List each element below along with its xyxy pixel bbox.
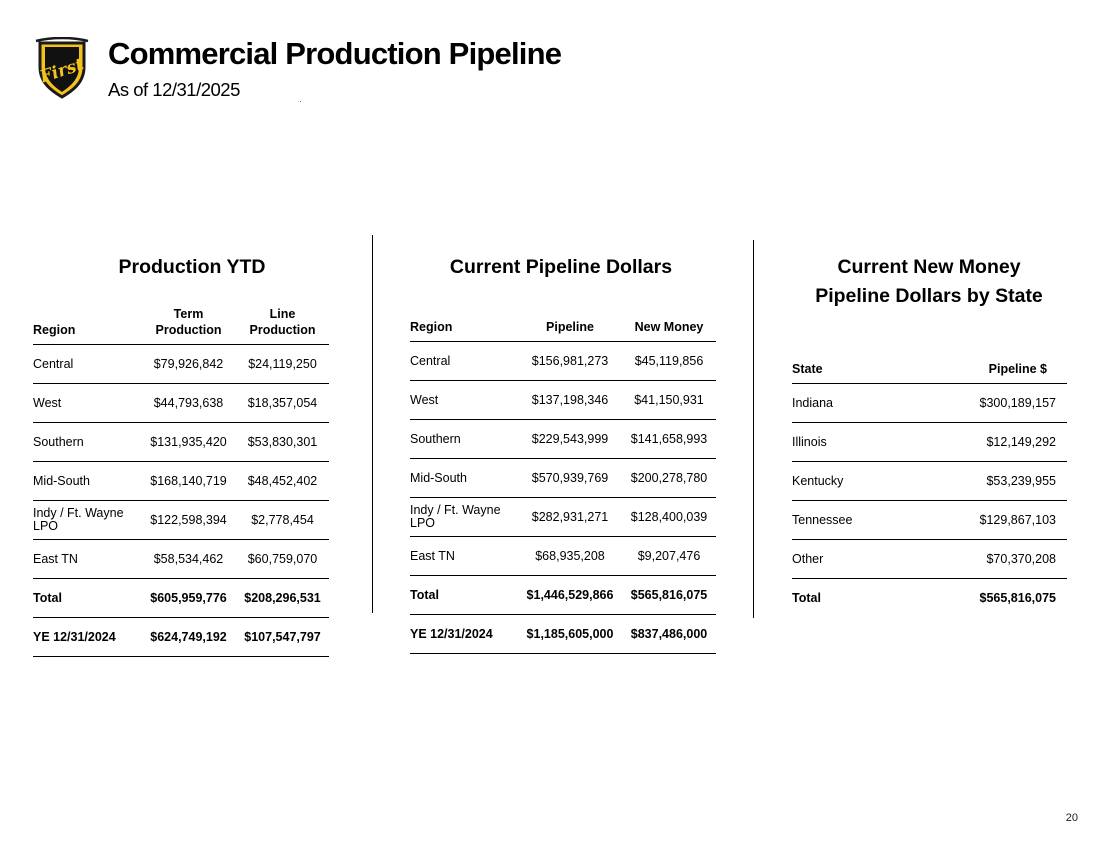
pipeline-cell: $137,198,346 bbox=[518, 381, 622, 420]
pipeline-cell: $282,931,271 bbox=[518, 498, 622, 537]
line-production-cell: $24,119,250 bbox=[236, 345, 329, 384]
region-cell: Mid-South bbox=[410, 459, 518, 498]
region-cell: Mid-South bbox=[33, 462, 141, 501]
state-cell: Illinois bbox=[792, 423, 932, 462]
table-row bbox=[33, 540, 329, 579]
line-production-cell: $48,452,402 bbox=[236, 462, 329, 501]
state-cell: Total bbox=[792, 579, 932, 618]
pipeline-cell: $1,185,605,000 bbox=[518, 615, 622, 654]
pipeline-amount-cell: $129,867,103 bbox=[932, 501, 1067, 540]
column-divider-1 bbox=[372, 235, 373, 613]
pipeline-cell: $570,939,769 bbox=[518, 459, 622, 498]
line-production-cell: $2,778,454 bbox=[236, 501, 329, 540]
table-row bbox=[33, 462, 329, 501]
pipeline-dollars-table bbox=[410, 319, 716, 654]
term-production-cell: $131,935,420 bbox=[141, 423, 236, 462]
column-header-new-money: New Money bbox=[634, 320, 704, 334]
new-money-cell: $41,150,931 bbox=[622, 381, 716, 420]
production-ytd-title: Production YTD bbox=[118, 256, 266, 278]
table-row bbox=[33, 423, 329, 462]
state-cell: Tennessee bbox=[792, 501, 932, 540]
column-header-region: Region bbox=[33, 323, 76, 337]
line-production-cell: $208,296,531 bbox=[236, 579, 329, 618]
pipeline-dollars-title: Current Pipeline Dollars bbox=[449, 256, 673, 278]
pipeline-amount-cell: $12,149,292 bbox=[932, 423, 1067, 462]
region-cell: West bbox=[410, 381, 518, 420]
new-money-cell: $9,207,476 bbox=[622, 537, 716, 576]
total-row bbox=[33, 579, 329, 618]
table-row bbox=[33, 501, 329, 540]
table-row bbox=[410, 498, 716, 537]
table-row bbox=[792, 384, 1067, 423]
table-row bbox=[410, 381, 716, 420]
decorative-dot bbox=[300, 101, 301, 102]
column-header-pipeline-amount: Pipeline $ bbox=[988, 362, 1047, 376]
term-production-cell: $605,959,776 bbox=[141, 579, 236, 618]
term-production-cell: $624,749,192 bbox=[141, 618, 236, 657]
region-cell: East TN bbox=[410, 537, 518, 576]
company-logo bbox=[34, 37, 90, 99]
table-row bbox=[792, 423, 1067, 462]
region-cell: Indy / Ft. Wayne LPO bbox=[33, 501, 141, 540]
pipeline-amount-cell: $300,189,157 bbox=[932, 384, 1067, 423]
pipeline-amount-cell: $70,370,208 bbox=[932, 540, 1067, 579]
term-production-cell: $79,926,842 bbox=[141, 345, 236, 384]
column-header-region: Region bbox=[410, 320, 453, 334]
region-cell: East TN bbox=[33, 540, 141, 579]
term-production-cell: $122,598,394 bbox=[141, 501, 236, 540]
column-header-line-production: Line Production bbox=[249, 307, 316, 337]
production-ytd-table bbox=[33, 306, 329, 657]
title-line-2: Pipeline Dollars by State bbox=[815, 285, 1043, 307]
table-row bbox=[33, 384, 329, 423]
region-cell: Total bbox=[410, 576, 518, 615]
line-production-cell: $60,759,070 bbox=[236, 540, 329, 579]
table-row bbox=[410, 342, 716, 381]
pipeline-amount-cell: $53,239,955 bbox=[932, 462, 1067, 501]
table-row bbox=[792, 540, 1067, 579]
table-row bbox=[33, 345, 329, 384]
table-row bbox=[410, 420, 716, 459]
page-number: 20 bbox=[1065, 812, 1078, 824]
table-row bbox=[792, 501, 1067, 540]
column-header-term-production: Term Production bbox=[155, 307, 222, 337]
new-money-cell: $200,278,780 bbox=[622, 459, 716, 498]
prior-year-row bbox=[33, 618, 329, 657]
new-money-cell: $837,486,000 bbox=[622, 615, 716, 654]
logo-text: First bbox=[37, 54, 87, 88]
term-production-cell: $44,793,638 bbox=[141, 384, 236, 423]
table-row bbox=[792, 462, 1067, 501]
prior-year-row bbox=[410, 615, 716, 654]
state-cell: Kentucky bbox=[792, 462, 932, 501]
new-money-by-state-title bbox=[780, 253, 1078, 311]
pipeline-cell: $1,446,529,866 bbox=[518, 576, 622, 615]
region-cell: West bbox=[33, 384, 141, 423]
pipeline-cell: $68,935,208 bbox=[518, 537, 622, 576]
line-production-cell: $107,547,797 bbox=[236, 618, 329, 657]
table-row bbox=[410, 459, 716, 498]
region-cell: Central bbox=[33, 345, 141, 384]
new-money-cell: $45,119,856 bbox=[622, 342, 716, 381]
title-line-1: Current New Money bbox=[837, 256, 1021, 278]
pipeline-cell: $229,543,999 bbox=[518, 420, 622, 459]
column-header-pipeline: Pipeline bbox=[546, 320, 594, 334]
term-production-cell: $58,534,462 bbox=[141, 540, 236, 579]
total-row bbox=[410, 576, 716, 615]
column-divider-2 bbox=[753, 240, 754, 618]
page-subtitle: As of 12/31/2025 bbox=[108, 79, 240, 100]
page-title: Commercial Production Pipeline bbox=[108, 36, 562, 71]
total-row bbox=[792, 579, 1067, 618]
term-production-cell: $168,140,719 bbox=[141, 462, 236, 501]
new-money-cell: $141,658,993 bbox=[622, 420, 716, 459]
state-cell: Indiana bbox=[792, 384, 932, 423]
state-cell: Other bbox=[792, 540, 932, 579]
region-cell: Total bbox=[33, 579, 141, 618]
region-cell: YE 12/31/2024 bbox=[33, 618, 141, 657]
region-cell: Southern bbox=[33, 423, 141, 462]
table-row bbox=[410, 537, 716, 576]
line-production-cell: $53,830,301 bbox=[236, 423, 329, 462]
region-cell: Indy / Ft. Wayne LPO bbox=[410, 498, 518, 537]
new-money-by-state-table bbox=[792, 361, 1067, 617]
region-cell: Central bbox=[410, 342, 518, 381]
column-header-state: State bbox=[792, 362, 823, 376]
new-money-cell: $565,816,075 bbox=[622, 576, 716, 615]
region-cell: Southern bbox=[410, 420, 518, 459]
pipeline-amount-cell: $565,816,075 bbox=[932, 579, 1067, 618]
region-cell: YE 12/31/2024 bbox=[410, 615, 518, 654]
new-money-cell: $128,400,039 bbox=[622, 498, 716, 537]
pipeline-cell: $156,981,273 bbox=[518, 342, 622, 381]
line-production-cell: $18,357,054 bbox=[236, 384, 329, 423]
